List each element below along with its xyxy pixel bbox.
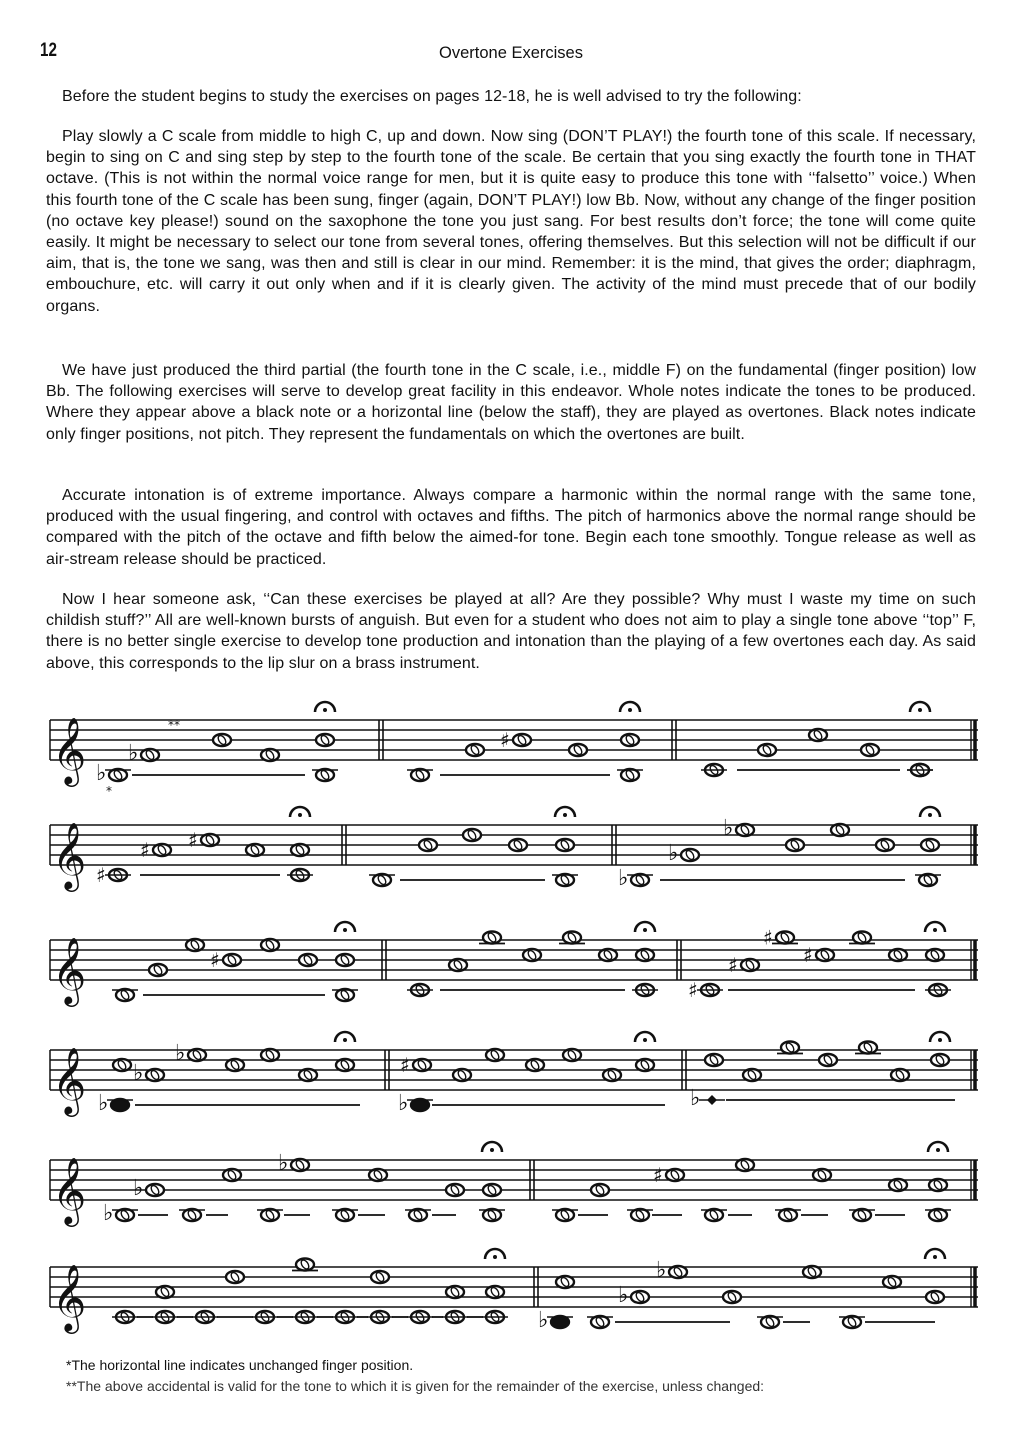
whole-note xyxy=(453,1069,471,1081)
whole-note xyxy=(369,1169,387,1181)
whole-note xyxy=(931,1054,949,1066)
whole-note xyxy=(291,1159,309,1171)
whole-note xyxy=(213,734,231,746)
whole-note xyxy=(631,1291,649,1303)
whole-note xyxy=(926,949,944,961)
whole-note xyxy=(781,1042,799,1054)
whole-note xyxy=(736,824,754,836)
fingering-note xyxy=(486,1311,504,1323)
whole-note xyxy=(859,1042,877,1054)
flat-icon: ♭ xyxy=(690,1086,701,1111)
whole-note xyxy=(153,844,171,856)
flat-icon: ♭ xyxy=(278,1151,289,1176)
whole-note xyxy=(446,1184,464,1196)
whole-note xyxy=(261,1049,279,1061)
whole-note xyxy=(816,949,834,961)
whole-note xyxy=(599,949,617,961)
fingering-note xyxy=(116,1311,134,1323)
asterisk-mark: ** xyxy=(168,718,180,732)
whole-note xyxy=(246,844,264,856)
fingering-note xyxy=(556,1209,574,1221)
fingering-note xyxy=(483,1209,501,1221)
fingering-note xyxy=(156,1311,174,1323)
whole-note xyxy=(681,849,699,861)
flat-icon: ♭ xyxy=(98,1091,109,1116)
whole-note xyxy=(156,1286,174,1298)
whole-note xyxy=(226,1271,244,1283)
whole-note xyxy=(486,1286,504,1298)
sharp-icon: ♯ xyxy=(653,1163,663,1187)
paragraph-intonation: Accurate intonation is of extreme importance. Always compare a harmonic within the normal range with the same tone, produced with the usual fingering, and control with octaves and fifths. The pitch of harmonics above the normal range should be compared with the pitch of the octave and fifth below the aimed-for tone. Begin each tone smoothly. Tongue release as well as air-stream release should be practiced. xyxy=(46,487,976,568)
fingering-note xyxy=(371,1311,389,1323)
whole-note xyxy=(413,1059,431,1071)
fingering-note xyxy=(109,869,127,881)
whole-note xyxy=(876,839,894,851)
fingering-note xyxy=(411,769,429,781)
whole-note xyxy=(371,1271,389,1283)
fingering-note xyxy=(411,1099,429,1111)
whole-note xyxy=(921,839,939,851)
fingering-note xyxy=(929,984,947,996)
fingering-note xyxy=(411,1311,429,1323)
fingering-note xyxy=(373,874,391,886)
whole-note xyxy=(603,1069,621,1081)
fingering-note xyxy=(336,989,354,1001)
fermata-icon xyxy=(335,922,355,932)
whole-note xyxy=(483,1184,501,1196)
whole-note xyxy=(636,1059,654,1071)
treble-clef-icon: 𝄞 xyxy=(52,1263,87,1331)
whole-note xyxy=(883,1276,901,1288)
sharp-icon: ♯ xyxy=(400,1053,410,1077)
flat-icon: ♭ xyxy=(618,1283,629,1308)
treble-clef-icon: 𝄞 xyxy=(52,1156,87,1224)
whole-note xyxy=(299,954,317,966)
fermata-icon xyxy=(928,1142,948,1152)
fingering-note xyxy=(446,1311,464,1323)
whole-note xyxy=(889,949,907,961)
whole-note xyxy=(261,749,279,761)
fingering-note xyxy=(316,769,334,781)
fermata-icon xyxy=(910,702,930,712)
fingering-note xyxy=(336,1311,354,1323)
paragraph-singing-exercise: Play slowly a C scale from middle to high C, up and down. Now sing (DON’T PLAY!) the fourth tone of this scale. If necessary, begin to sing on C and sing step by step to the fourth tone of the scale. Be certain that you sing exactly the fourth tone in THAT octave. (This is not within the normal voice range for men, but it is quite easy to produce this tone with ‘‘falsetto’’ voice.) When this fourth tone of the C scale has been sung, finger (again, DON’T PLAY!) low Bb. Now, without any change of the finger position (no octave key please!) sound on the saxophone the tone you just sang. For best results don’t force; the tone will come quite easily. It might be necessary to select our tone from several tones, offering themselves. But this selection will not be difficult if our aim, that is, the tone we sang, was then and still is clear in our mind. Remember: it is the mind, that gives the order; diaphragm, embouchure, etc. will carry it out only when and if it is clearly given. The activity of the mind must precede that of our bodily organs. xyxy=(46,128,976,315)
whole-note xyxy=(819,1054,837,1066)
fermata-icon xyxy=(290,807,310,817)
sharp-icon: ♯ xyxy=(728,953,738,977)
page-number: 12 xyxy=(40,40,57,61)
sharp-icon: ♯ xyxy=(803,943,813,967)
sharp-icon: ♯ xyxy=(500,728,510,752)
whole-note xyxy=(758,744,776,756)
fingering-note xyxy=(409,1209,427,1221)
paragraph-third-partial: We have just produced the third partial (the fourth tone in the C scale, i.e., middle F) on the fundamental (finger position) low Bb. The following exercises will serve to develop great facility in this endeavor. Whole notes indicate the tones to be produced. Where they appear above a black note or a horizontal line (below the staff), they are played as overtones. Black notes indicate only finger positions, not pitch. They represent the fundamentals on which the overtones are built. xyxy=(46,362,976,443)
flat-icon: ♭ xyxy=(723,816,734,841)
fingering-note xyxy=(701,984,719,996)
whole-note xyxy=(741,959,759,971)
treble-clef-icon: 𝄞 xyxy=(52,1046,87,1114)
whole-note xyxy=(891,1069,909,1081)
whole-note xyxy=(526,1059,544,1071)
fingering-note xyxy=(116,989,134,1001)
whole-note xyxy=(786,839,804,851)
whole-note xyxy=(449,959,467,971)
whole-note xyxy=(853,932,871,944)
fingering-note xyxy=(779,1209,797,1221)
whole-note xyxy=(463,829,481,841)
whole-note xyxy=(563,1049,581,1061)
whole-note xyxy=(223,954,241,966)
whole-note xyxy=(591,1184,609,1196)
fermata-icon xyxy=(930,1032,950,1042)
whole-note xyxy=(291,844,309,856)
fingering-note-diamond xyxy=(707,1095,717,1105)
whole-note xyxy=(146,1069,164,1081)
fingering-note xyxy=(929,1209,947,1221)
whole-note xyxy=(926,1291,944,1303)
flat-icon: ♭ xyxy=(133,1176,144,1201)
whole-note xyxy=(188,1049,206,1061)
whole-note xyxy=(226,1059,244,1071)
treble-clef-icon: 𝄞 xyxy=(52,716,87,784)
whole-note xyxy=(336,1059,354,1071)
whole-note xyxy=(261,939,279,951)
flat-icon: ♭ xyxy=(128,741,139,766)
flat-icon: ♭ xyxy=(618,866,629,891)
whole-note xyxy=(419,839,437,851)
whole-note xyxy=(223,1169,241,1181)
fingering-note xyxy=(256,1311,274,1323)
fingering-note xyxy=(631,874,649,886)
flat-icon: ♭ xyxy=(103,1201,114,1226)
fingering-note xyxy=(911,764,929,776)
fingering-note xyxy=(853,1209,871,1221)
sharp-icon: ♯ xyxy=(210,948,220,972)
sharp-icon: ♯ xyxy=(140,838,150,862)
fingering-note xyxy=(261,1209,279,1221)
fermata-icon xyxy=(620,702,640,712)
paragraph-childish-stuff: Now I hear someone ask, ‘‘Can these exercises be played at all? Are they possible? Why must I waste my time on such childish stuff?’’ All are well-known bursts of anguish. But even for a student who does not aim to play a single tone above ‘‘top’’ F, there is no better single exercise to develop tone production and intonation than the playing of a few overtones each day. As said above, this corresponds to the lip slur on a brass instrument. xyxy=(46,591,976,672)
whole-note xyxy=(186,939,204,951)
fermata-icon xyxy=(335,1032,355,1042)
fingering-note xyxy=(636,984,654,996)
fingering-note xyxy=(411,984,429,996)
whole-note xyxy=(636,949,654,961)
whole-note xyxy=(509,839,527,851)
fermata-icon xyxy=(555,807,575,817)
whole-note xyxy=(736,1159,754,1171)
cutoff-footnote: **The above accidental is valid for the tone to which it is given for the remainder of the exercise, unless changed: xyxy=(66,1378,765,1394)
page-title: Overtone Exercises xyxy=(439,44,583,62)
whole-note xyxy=(705,1054,723,1066)
whole-note xyxy=(809,729,827,741)
fingering-note xyxy=(183,1209,201,1221)
whole-note xyxy=(146,1184,164,1196)
fingering-note xyxy=(843,1316,861,1328)
whole-note xyxy=(201,834,219,846)
flat-icon: ♭ xyxy=(96,761,107,786)
fermata-icon xyxy=(485,1249,505,1259)
whole-note xyxy=(669,1266,687,1278)
sharp-icon: ♯ xyxy=(688,978,698,1002)
sharp-icon: ♯ xyxy=(96,863,106,887)
fingering-note xyxy=(296,1311,314,1323)
whole-note xyxy=(929,1179,947,1191)
whole-note xyxy=(446,1286,464,1298)
whole-note xyxy=(466,744,484,756)
footnote: *The horizontal line indicates unchanged finger position. xyxy=(66,1357,414,1373)
fingering-note xyxy=(551,1316,569,1328)
whole-note xyxy=(861,744,879,756)
fingering-note xyxy=(116,1209,134,1221)
whole-note xyxy=(911,764,929,776)
fingering-note xyxy=(336,1209,354,1221)
fingering-note xyxy=(291,869,309,881)
whole-note xyxy=(336,954,354,966)
whole-note xyxy=(776,932,794,944)
whole-note xyxy=(723,1291,741,1303)
whole-note xyxy=(523,949,541,961)
whole-note xyxy=(149,964,167,976)
whole-note xyxy=(513,734,531,746)
fingering-note xyxy=(705,764,723,776)
intro-paragraph: Before the student begins to study the exercises on pages 12-18, he is well advised to try the following: xyxy=(62,88,802,105)
fermata-icon xyxy=(925,1249,945,1259)
treble-clef-icon: 𝄞 xyxy=(52,936,87,1004)
whole-note xyxy=(299,1069,317,1081)
whole-note xyxy=(831,824,849,836)
flat-icon: ♭ xyxy=(398,1091,409,1116)
whole-note xyxy=(483,932,501,944)
fingering-note xyxy=(919,874,937,886)
flat-icon: ♭ xyxy=(668,841,679,866)
fingering-note xyxy=(761,1316,779,1328)
fermata-icon xyxy=(920,807,940,817)
whole-note xyxy=(743,1069,761,1081)
whole-note xyxy=(563,932,581,944)
whole-note xyxy=(556,839,574,851)
fingering-note xyxy=(109,769,127,781)
fermata-icon xyxy=(315,702,335,712)
fingering-note xyxy=(591,1316,609,1328)
fingering-note xyxy=(111,1099,129,1111)
flat-icon: ♭ xyxy=(656,1258,667,1283)
whole-note xyxy=(316,734,334,746)
fermata-icon xyxy=(635,922,655,932)
whole-note xyxy=(813,1169,831,1181)
flat-icon: ♭ xyxy=(175,1041,186,1066)
fingering-note xyxy=(705,1209,723,1221)
whole-note xyxy=(486,1049,504,1061)
fermata-icon xyxy=(482,1142,502,1152)
treble-clef-icon: 𝄞 xyxy=(52,821,87,889)
fermata-icon xyxy=(925,922,945,932)
sharp-icon: ♯ xyxy=(763,925,773,950)
fingering-note xyxy=(196,1311,214,1323)
whole-note xyxy=(556,1276,574,1288)
whole-note xyxy=(666,1169,684,1181)
whole-note xyxy=(621,734,639,746)
whole-note xyxy=(296,1259,314,1271)
whole-note xyxy=(803,1266,821,1278)
fingering-note xyxy=(631,1209,649,1221)
whole-note xyxy=(113,1059,131,1071)
whole-note xyxy=(569,744,587,756)
sharp-icon: ♯ xyxy=(188,828,198,852)
fingering-note xyxy=(556,874,574,886)
flat-icon: ♭ xyxy=(538,1308,549,1333)
fingering-note xyxy=(621,769,639,781)
whole-note xyxy=(141,749,159,761)
fermata-icon xyxy=(635,1032,655,1042)
asterisk-mark: * xyxy=(106,784,112,798)
flat-icon: ♭ xyxy=(133,1061,144,1086)
whole-note xyxy=(889,1179,907,1191)
